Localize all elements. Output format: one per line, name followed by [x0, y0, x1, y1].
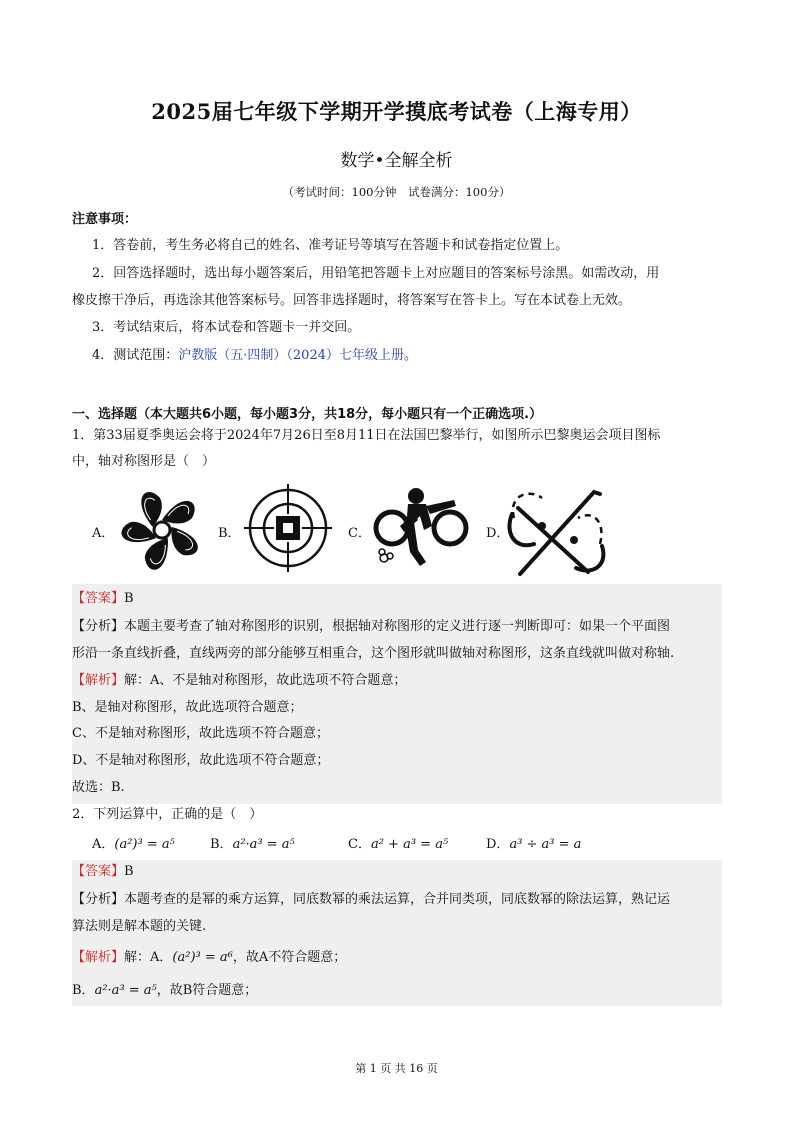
section-heading: 一、选择题（本大题共6小题，每小题3分，共18分，每小题只有一个正确选项.）: [72, 407, 543, 422]
q1-analysis-a: [72, 617, 670, 637]
q2-option-d-math: a³ ÷ a³ = a: [509, 837, 582, 852]
q1-analysis-text-a: 本题主要考查了轴对称图形的识别，根据轴对称图形的定义进行逐一判断即可：如果一个平面图: [124, 619, 671, 634]
q1-answer-label: 【答案】: [72, 591, 125, 606]
q2-solution-2-math: a²·a³ = a⁵: [94, 983, 157, 998]
q1-analysis-b: 形沿一条直线折叠，直线两旁的部分能够互相重合，这个图形就叫做轴对称图形，这条直线就叫做对称轴.: [72, 646, 675, 661]
q1-solution-1: [72, 671, 406, 691]
q1-solution-label: 【解析】: [72, 673, 125, 688]
q2-solution-label: 【解析】: [72, 950, 125, 965]
q1-stem-b: 中，轴对称图形是（ ）: [72, 454, 216, 469]
q2-option-d-label: D．: [486, 837, 510, 852]
note-item-1: 1．答卷前，考生务必将自己的姓名、准考证号等填写在答题卡和试卷指定位置上。: [92, 238, 569, 253]
q2-stem: 2．下列运算中，正确的是（ ）: [72, 807, 263, 822]
note-item-4: [92, 346, 417, 366]
q2-option-a-label: A．: [92, 837, 115, 852]
q2-analysis-label: 【分析】: [72, 892, 125, 907]
note-item-4-scope: 沪教版（五·四制）（2024）七年级上册: [178, 348, 404, 363]
q2-option-b-math: a²·a³ = a⁵: [232, 837, 295, 852]
notes-heading: 注意事项：: [72, 212, 138, 227]
q1-answer: [72, 589, 134, 609]
q2-solution-1-prefix: 解：A．: [124, 950, 173, 965]
page-footer: 第 1 页 共 16 页: [355, 1062, 438, 1075]
q1-option-b-label: B．: [218, 526, 241, 541]
note-item-2b: 橡皮擦干净后，再选涂其他答案标号。回答非选择题时，将答案写在答卡上。写在本试卷上无效。: [72, 293, 632, 308]
q2-option-c: [348, 835, 448, 855]
cyclist-icon: [370, 486, 470, 574]
q1-solution-3: C、不是轴对称图形，故此选项不符合题意；: [72, 726, 329, 741]
note-item-3: 3．考试结束后，将本试卷和答题卡一并交回。: [92, 320, 361, 335]
q2-analysis-a: [72, 890, 670, 910]
q1-option-a-label: A．: [92, 526, 115, 541]
q2-solution-2: [72, 981, 257, 1001]
q1-solution-4: D、不是轴对称图形，故此选项不符合题意；: [72, 753, 330, 768]
q1-option-c-label: C．: [348, 526, 371, 541]
archery-target-icon: [244, 484, 332, 572]
q2-option-b-label: B．: [210, 837, 233, 852]
page-title: 2025届七年级下学期开学摸底考试卷（上海专用）: [151, 99, 642, 124]
q2-solution-2-prefix: B．: [72, 983, 95, 998]
q1-analysis-label: 【分析】: [72, 619, 125, 634]
q1-conclusion: 故选：B.: [72, 780, 125, 795]
q1-solution-2: B、是轴对称图形，故此选项符合题意；: [72, 700, 303, 715]
pinwheel-icon: [112, 484, 212, 576]
q2-option-c-label: C．: [348, 837, 371, 852]
q2-analysis-text-a: 本题考查的是幂的乘方运算，同底数幂的乘法运算，合并同类项，同底数幂的除法运算，熟记运: [124, 892, 671, 907]
note-item-4-prefix: 4．测试范围：: [92, 348, 179, 363]
exam-meta: （考试时间：100分钟 试卷满分：100分）: [282, 185, 511, 199]
q1-option-d-label: D．: [486, 526, 510, 541]
q2-option-a-math: (a²)³ = a⁵: [114, 837, 175, 852]
q2-solution-2-suffix: ，故B符合题意；: [156, 983, 258, 998]
q2-answer-value: B: [124, 864, 134, 879]
q2-solution-1-math: (a²)³ = a⁶: [172, 950, 233, 965]
q2-option-b: [210, 835, 295, 855]
q2-option-a: [92, 835, 175, 855]
q2-answer: [72, 862, 134, 882]
q1-solution-text-1: 解：A、不是轴对称图形，故此选项不符合题意；: [124, 673, 407, 688]
note-item-2a: 2．回答选择题时，选出每小题答案后，用铅笔把答题卡上对应题目的答案标号涂黑。如需改动，用: [92, 266, 660, 281]
hockey-icon: [508, 484, 608, 580]
q1-answer-value: B: [124, 591, 134, 606]
q2-solution-1: [72, 948, 346, 968]
q2-analysis-b: 算法则是解本题的关键.: [72, 919, 207, 934]
q2-answer-label: 【答案】: [72, 864, 125, 879]
q2-option-c-math: a² + a³ = a⁵: [370, 837, 449, 852]
note-item-4-suffix: 。: [404, 348, 418, 363]
page-subtitle: 数学•全解全析: [340, 151, 453, 171]
q1-stem-a: 1．第33届夏季奥运会将于2024年7月26日至8月11日在法国巴黎举行，如图所示巴黎奥运会项目图标: [72, 428, 661, 443]
q2-option-d: [486, 835, 581, 855]
q2-solution-1-suffix: ，故A不符合题意；: [232, 950, 347, 965]
